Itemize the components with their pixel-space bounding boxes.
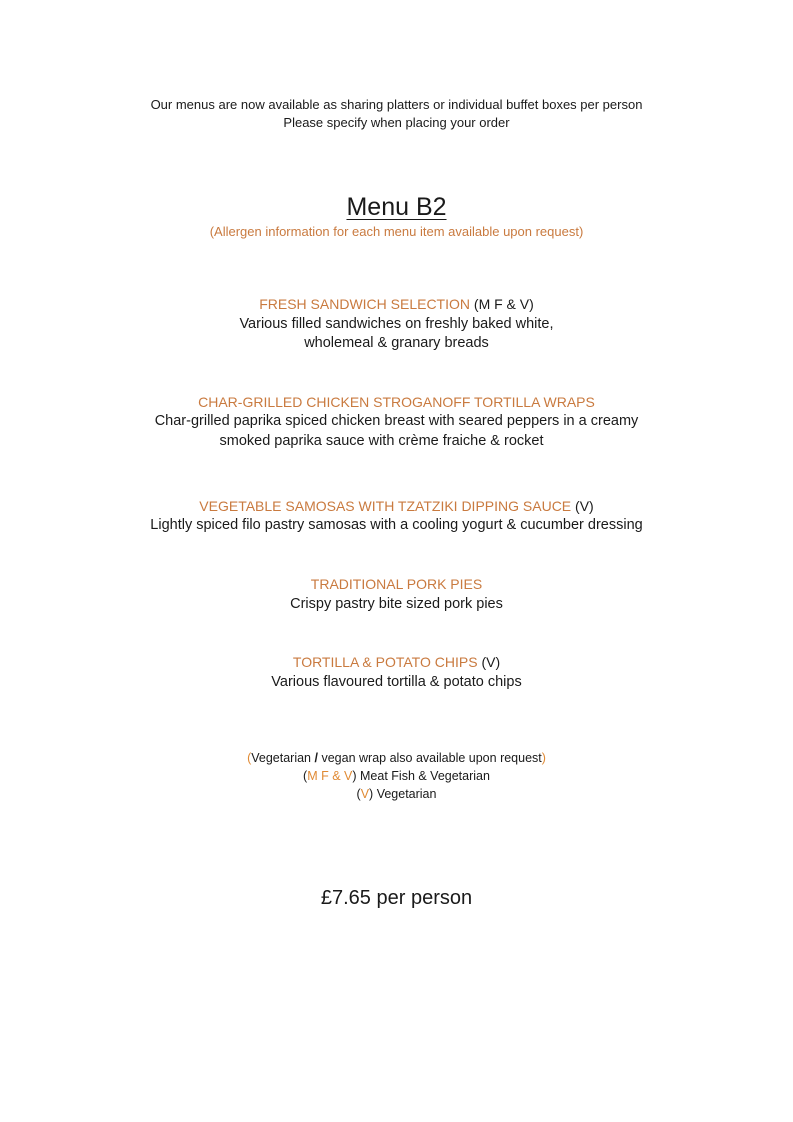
item-description: wholemeal & granary breads xyxy=(304,335,489,351)
item-tag: (M F & V) xyxy=(473,296,534,312)
item-heading xyxy=(0,576,793,592)
bracket: ) xyxy=(352,769,357,783)
item-description: Various filled sandwiches on freshly baked white, xyxy=(239,316,554,332)
item-heading xyxy=(0,654,793,670)
bracket: ) xyxy=(541,751,546,765)
item-description: Crispy pastry bite sized pork pies xyxy=(290,596,503,612)
item-tag: (V) xyxy=(481,654,501,670)
item-description: Various flavoured tortilla & potato chips xyxy=(271,674,522,690)
item-name: TORTILLA & POTATO CHIPS xyxy=(292,654,478,670)
menu-title: Menu B2 xyxy=(346,193,447,221)
note-vegan-wrap xyxy=(0,751,793,765)
intro-line-2: Please specify when placing your order xyxy=(283,115,510,130)
item-description: Char-grilled paprika spiced chicken breast with seared peppers in a creamy xyxy=(154,413,639,429)
key-code: V xyxy=(360,787,370,801)
bracket: ( xyxy=(303,769,308,783)
slash: / xyxy=(314,751,318,765)
note-text: Vegetarian xyxy=(251,751,312,765)
item-tag: (V) xyxy=(575,498,594,514)
bracket: ( xyxy=(247,751,252,765)
note-text: vegan wrap also available upon request xyxy=(321,751,542,765)
note-v-key xyxy=(0,787,793,801)
item-name: VEGETABLE SAMOSAS WITH TZATZIKI DIPPING SAUCE xyxy=(199,498,572,514)
intro-line-1: Our menus are now available as sharing platters or individual buffet boxes per person xyxy=(150,97,643,112)
key-text: Vegetarian xyxy=(376,787,437,801)
item-name: TRADITIONAL PORK PIES xyxy=(310,576,483,592)
item-heading xyxy=(0,498,793,514)
item-heading xyxy=(0,394,793,410)
bracket: ( xyxy=(356,787,361,801)
item-name: CHAR-GRILLED CHICKEN STROGANOFF TORTILLA WRAPS xyxy=(198,394,595,410)
note-mfv-key xyxy=(0,769,793,783)
price: £7.65 per person xyxy=(320,887,473,909)
allergen-note: (Allergen information for each menu item available upon request) xyxy=(209,224,584,239)
item-name: FRESH SANDWICH SELECTION xyxy=(259,296,471,312)
key-code: M F & V xyxy=(307,769,353,783)
bracket: ) xyxy=(369,787,374,801)
item-description: Lightly spiced filo pastry samosas with a cooling yogurt & cucumber dressing xyxy=(150,517,643,533)
key-text: Meat Fish & Vegetarian xyxy=(360,769,490,783)
item-description: smoked paprika sauce with crème fraiche & rocket xyxy=(219,433,544,449)
item-heading xyxy=(0,296,793,312)
